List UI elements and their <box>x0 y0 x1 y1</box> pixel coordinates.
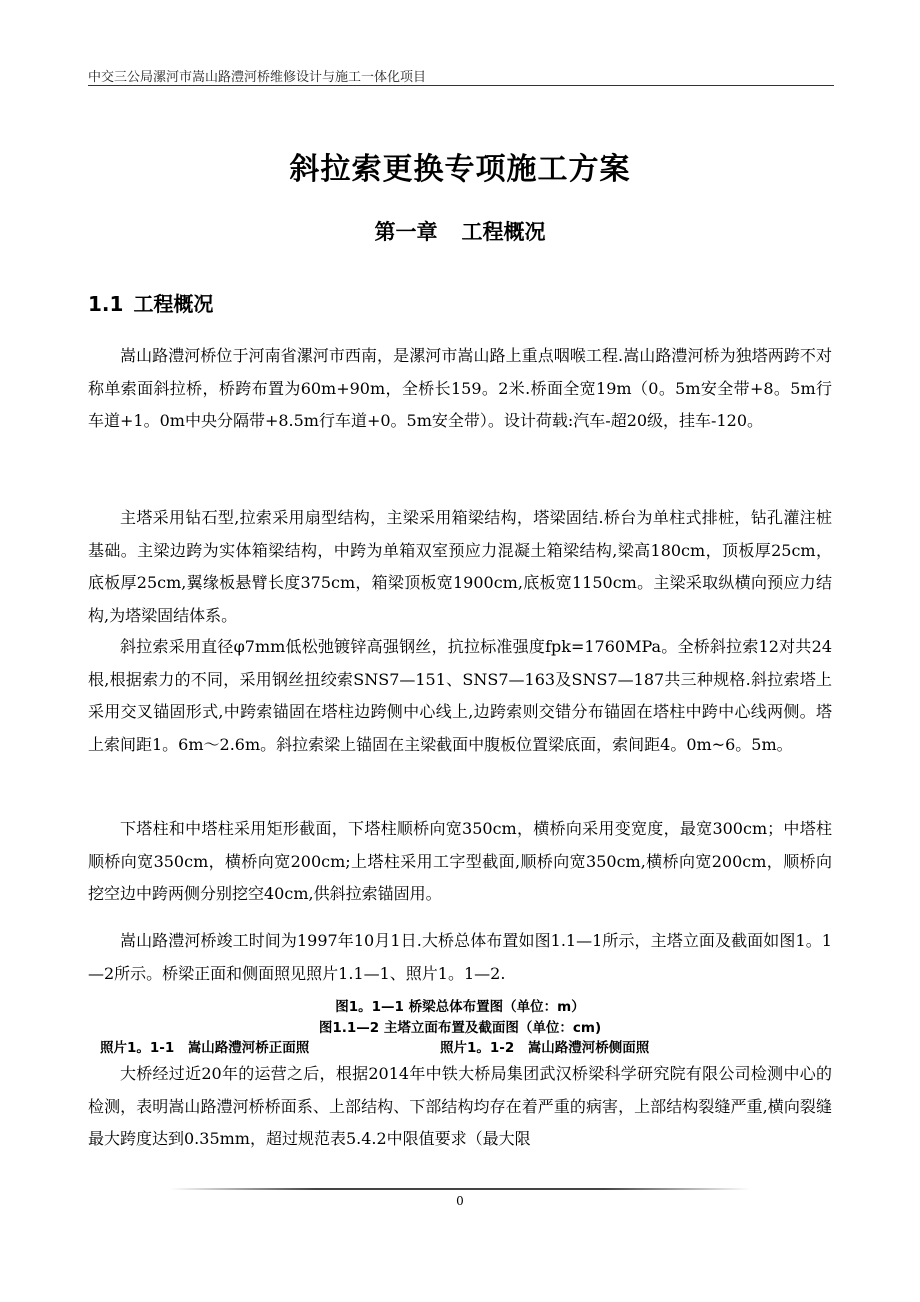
footer-divider <box>170 1188 750 1190</box>
photo-caption-front: 照片1。1-1 嵩山路澧河桥正面照 <box>100 1040 310 1056</box>
section-name: 工程概况 <box>133 292 214 316</box>
section-heading <box>88 288 213 317</box>
chapter-number: 第一章 <box>374 220 438 244</box>
figure-caption-tower: 图1.1—2 主塔立面布置及截面图（单位：cm) <box>318 1020 602 1036</box>
paragraph-completion-date: 嵩山路澧河桥竣工时间为1997年10月1日.大桥总体布置如图1.1—1所示，主塔立面及截面如图1。1—2所示。桥梁正面和侧面照见照片1.1—1、照片1。1—2. <box>88 931 832 983</box>
chapter-name: 工程概况 <box>461 220 546 244</box>
paragraph-stay-cables: 斜拉索采用直径φ7mm低松弛镀锌高强钢丝，抗拉标准强度fpk=1760MPa。全桥斜拉索12对共24根,根据索力的不同，采用钢丝扭绞索SNS7—151、SNS7—163及SNS7—187共三种规格.斜拉索塔上采用交叉锚固形式,中跨索锚固在塔柱边跨侧中心线上,边跨索则交错分布锚固在塔柱中跨中心线两侧。塔上索间距1。6m～2.6m。斜拉索梁上锚固在主梁截面中腹板位置梁底面，索间距4。0m~6。5m。 <box>88 637 832 754</box>
page-number: 0 <box>456 1194 464 1208</box>
paragraph-bridge-location: 嵩山路澧河桥位于河南省漯河市西南，是漯河市嵩山路上重点咽喉工程.嵩山路澧河桥为独塔两跨不对称单索面斜拉桥，桥跨布置为60m+90m，全桥长159。2米.桥面全宽19m（0。5m安全带+8。5m行车道+1。0m中央分隔带+8.5m行车道+0。5m安全带）。设计荷载:汽车-超20级，挂车-120。 <box>88 346 832 430</box>
paragraph-inspection-findings: 大桥经过近20年的运营之后，根据2014年中铁大桥局集团武汉桥梁科学研究院有限公司检测中心的检测，表明嵩山路澧河桥桥面系、上部结构、下部结构均存在着严重的病害，上部结构裂缝严重,横向裂缝最大跨度达到0.35mm，超过规范表5.4.2中限值要求（最大限 <box>88 1064 832 1148</box>
section-number: 1.1 <box>88 292 124 316</box>
chapter-heading <box>0 216 920 246</box>
header-divider <box>88 85 834 86</box>
figure-caption-layout: 图1。1—1 桥梁总体布置图（单位：m） <box>335 999 585 1015</box>
page-header: 中交三公局漯河市嵩山路澧河桥维修设计与施工一体化项目 <box>88 70 427 85</box>
paragraph-main-tower-structure: 主塔采用钻石型,拉索采用扇型结构，主梁采用箱梁结构，塔梁固结.桥台为单柱式排桩，钻孔灌注桩基础。主梁边跨为实体箱梁结构，中跨为单箱双室预应力混凝土箱梁结构,梁高180cm，顶板厚25cm，底板厚25cm,翼缘板悬臂长度375cm，箱梁顶板宽1900cm,底板宽1150cm。主梁采取纵横向预应力结构,为塔梁固结体系。 <box>88 508 832 625</box>
paragraph-tower-columns: 下塔柱和中塔柱采用矩形截面，下塔柱顺桥向宽350cm，横桥向采用变宽度，最宽300cm；中塔柱顺桥向宽350cm，横桥向宽200cm;上塔柱采用工字型截面,顺桥向宽350cm,横桥向宽200cm，顺桥向挖空边中跨两侧分别挖空40cm,供斜拉索锚固用。 <box>88 819 832 903</box>
photo-caption-side: 照片1。1-2 嵩山路澧河桥侧面照 <box>440 1040 650 1056</box>
document-title: 斜拉索更换专项施工方案 <box>289 152 631 187</box>
